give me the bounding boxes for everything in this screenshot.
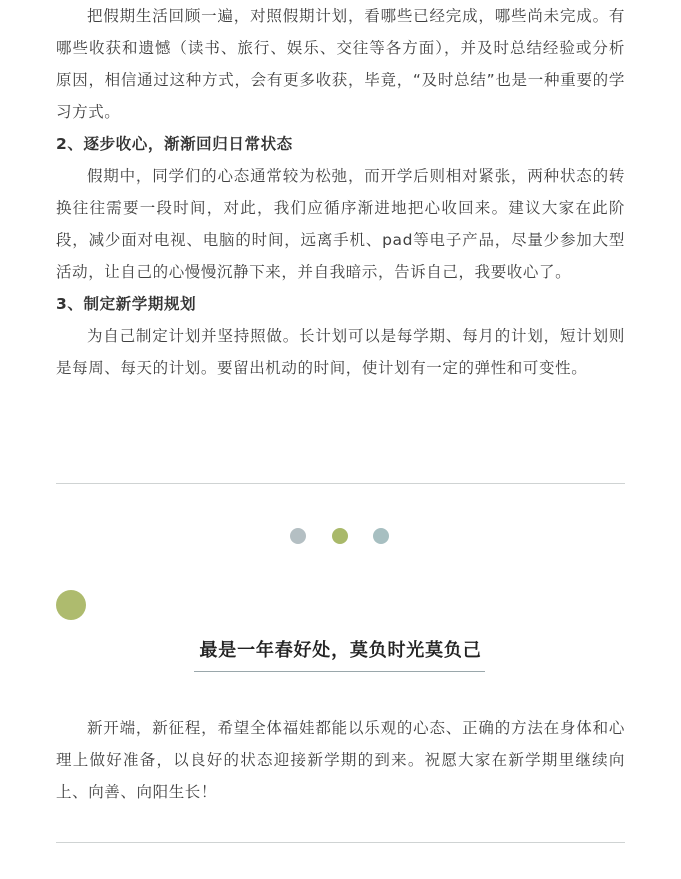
dot-gray <box>290 528 306 544</box>
decorative-dots <box>290 528 390 544</box>
intro-paragraph: 把假期生活回顾一遍，对照假期计划，看哪些已经完成，哪些尚未完成。有哪些收获和遗憾（读书、旅行、娱乐、交往等各方面），并及时总结经验或分析原因，相信通过这种方式，会有更多收获，毕竟，“及时总结”也是一种重要的学习方式。 <box>56 7 625 121</box>
bottom-divider <box>56 842 625 843</box>
top-divider <box>56 483 625 484</box>
dot-blue-gray <box>373 528 389 544</box>
decorative-circle <box>56 590 86 620</box>
closing-paragraph: 新开端，新征程，希望全体福娃都能以乐观的心态、正确的方法在身体和心理上做好准备，以良好的状态迎接新学期的到来。祝愿大家在新学期里继续向上、向善、向阳生长！ <box>56 719 625 801</box>
dot-green <box>332 528 348 544</box>
title-underline <box>194 671 485 672</box>
section-heading-3: 3、制定新学期规划 <box>56 295 197 313</box>
section-heading-2: 2、逐步收心，渐渐回归日常状态 <box>56 135 293 153</box>
article-body <box>56 0 625 384</box>
section-body-2: 假期中，同学们的心态通常较为松弛，而开学后则相对紧张，两种状态的转换往往需要一段时间，对此，我们应循序渐进地把心收回来。建议大家在此阶段，减少面对电视、电脑的时间，远离手机、pad等电子产品，尽量少参加大型活动，让自己的心慢慢沉静下来，并自我暗示，告诉自己，我要收心了。 <box>56 167 625 281</box>
section-title: 最是一年春好处，莫负时光莫负己 <box>199 640 482 661</box>
closing-block <box>56 712 625 808</box>
section-body-3: 为自己制定计划并坚持照做。长计划可以是每学期、每月的计划，短计划则是每周、每天的计划。要留出机动的时间，使计划有一定的弹性和可变性。 <box>56 327 625 377</box>
